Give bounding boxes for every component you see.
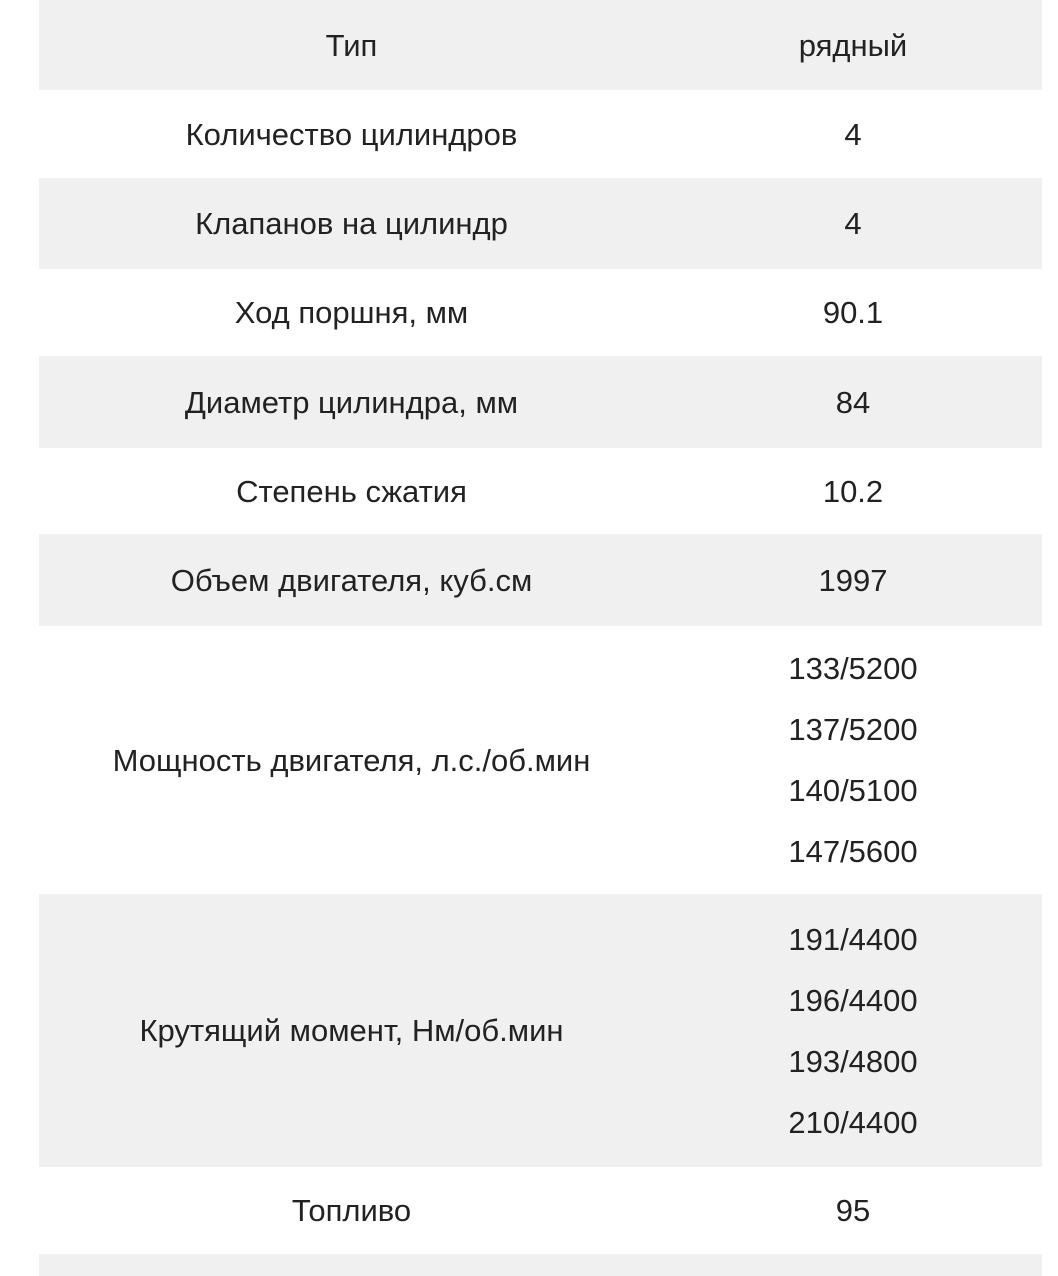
spec-name: Объем двигателя, куб.см [170,562,533,598]
table-row-partial [39,1254,1042,1276]
spec-value-line: 137/5200 [788,712,918,747]
spec-value-line: 191/4400 [788,921,918,957]
spec-value-line: 133/5200 [788,651,918,686]
spec-value-line: 4 [844,206,862,241]
spec-value-line: 84 [835,384,871,420]
spec-value-line: 95 [835,1193,871,1228]
table-row [39,90,1042,178]
spec-value [664,894,1042,1167]
spec-name: Мощность двигателя, л.с./об.мин [112,742,591,778]
spec-name: Топливо [291,1193,412,1228]
spec-name: Диаметр цилиндра, мм [184,384,519,420]
table-row [39,626,1042,894]
table-row [39,448,1042,534]
spec-value [664,448,1042,534]
spec-name: Крутящий момент, Нм/об.мин [139,1013,564,1048]
engine-spec-table [39,0,1042,1276]
spec-value-line: 10.2 [822,473,884,509]
spec-value-line: 140/5100 [788,773,918,808]
spec-value [664,1167,1042,1254]
spec-name: Клапанов на цилиндр [195,206,508,241]
table-row [39,534,1042,626]
table-row [39,894,1042,1167]
spec-value-line: 4 [844,116,862,152]
spec-value [664,534,1042,626]
spec-value [664,178,1042,269]
spec-value-line: 196/4400 [788,982,918,1018]
spec-value [664,90,1042,178]
spec-value-line: 1997 [818,562,888,598]
spec-value-line: рядный [798,27,908,63]
spec-value-line: 90.1 [822,295,884,330]
spec-value-line: 210/4400 [788,1104,918,1140]
table-row [39,356,1042,448]
spec-name: Тип [325,27,378,63]
spec-value-line: 147/5600 [788,834,918,869]
spec-value-line: 193/4800 [788,1043,918,1079]
spec-name: Степень сжатия [236,473,467,509]
spec-value [664,626,1042,894]
spec-value [664,0,1042,90]
spec-name: Ход поршня, мм [234,295,469,330]
spec-name: Количество цилиндров [185,116,518,152]
table-row [39,178,1042,269]
table-row [39,269,1042,356]
table-row [39,0,1042,90]
spec-value [664,269,1042,356]
table-row [39,1167,1042,1254]
spec-value [664,356,1042,448]
